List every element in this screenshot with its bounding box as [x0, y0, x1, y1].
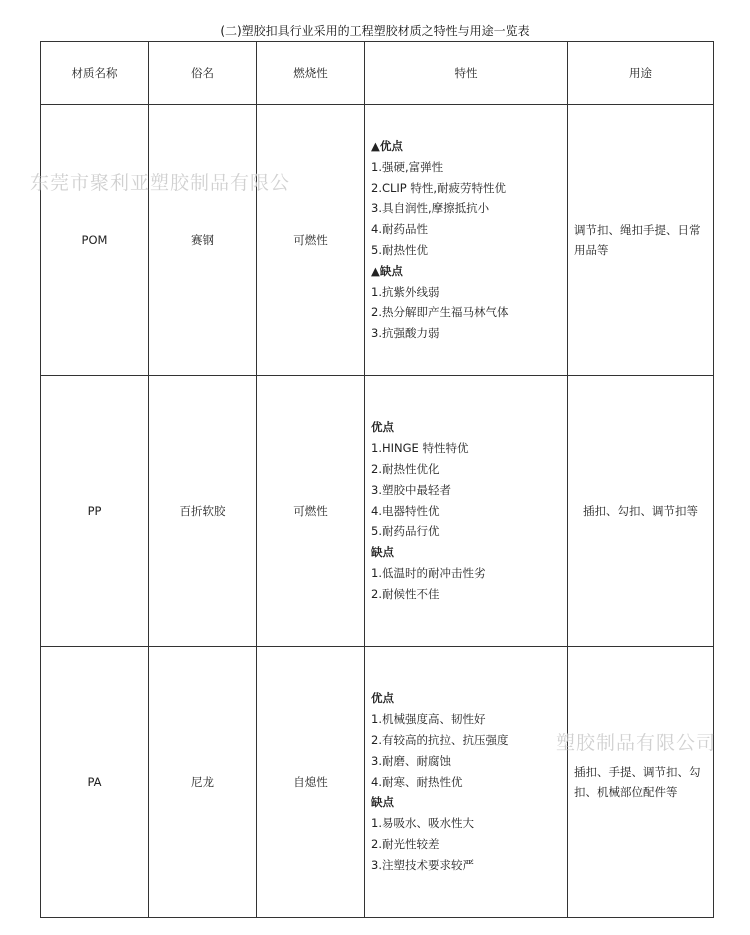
material-cell: PA — [41, 647, 149, 918]
pro-item: 4.电器特性优 — [371, 503, 440, 518]
usage-cell: 插扣、手提、调节扣、勾扣、机械部位配件等 — [568, 647, 714, 918]
common-name-cell: 百折软胶 — [149, 376, 257, 647]
material-cell: POM — [41, 105, 149, 376]
pro-item: 1.机械强度高、韧性好 — [371, 712, 486, 727]
properties-cell — [365, 647, 568, 918]
con-item: 1.易吸水、吸水性大 — [371, 816, 474, 831]
cons-label: 缺点 — [371, 795, 394, 810]
watermark-top: 东莞市聚利亚塑胶制品有限公 — [30, 172, 291, 194]
header-properties: 特性 — [365, 42, 568, 105]
con-item: 2.耐候性不佳 — [371, 586, 440, 601]
material-cell: PP — [41, 376, 149, 647]
pros-label: 优点 — [371, 691, 394, 706]
pro-item: 3.塑胶中最轻者 — [371, 482, 451, 497]
con-item: 1.低温时的耐冲击性劣 — [371, 565, 486, 580]
cons-label: 缺点 — [371, 545, 394, 560]
table-row — [41, 105, 714, 376]
pro-item: 2.CLIP 特性,耐疲劳特性优 — [371, 180, 507, 195]
pro-item: 2.有较高的抗拉、抗压强度 — [371, 733, 509, 747]
header-material: 材质名称 — [41, 42, 149, 105]
header-flammability: 燃烧性 — [257, 42, 365, 105]
flammability-cell: 可燃性 — [257, 376, 365, 647]
usage-cell: 调节扣、绳扣手提、日常用品等 — [568, 105, 714, 376]
usage-cell: 插扣、勾扣、调节扣等 — [568, 376, 714, 647]
cons-label: ▲缺点 — [371, 263, 403, 278]
pro-item: 1.强硬,富弹性 — [371, 159, 444, 174]
table-row — [41, 647, 714, 918]
con-item: 3.注塑技术要求较严 — [371, 857, 474, 872]
materials-table — [40, 41, 717, 918]
con-item: 2.热分解即产生福马林气体 — [371, 305, 509, 320]
con-item: 2.耐光性较差 — [371, 836, 440, 851]
pro-item: 5.耐药品行优 — [371, 524, 440, 539]
con-item: 1.抗紫外线弱 — [371, 284, 440, 299]
pro-item: 3.耐磨、耐腐蚀 — [371, 753, 451, 768]
pro-item: 4.耐寒、耐热性优 — [371, 774, 463, 789]
pros-label: 优点 — [371, 420, 394, 435]
pro-item: 2.耐热性优化 — [371, 462, 440, 476]
table-row — [41, 376, 714, 647]
watermark-bottom: 塑胶制品有限公司 — [556, 732, 717, 754]
pros-label: ▲优点 — [371, 139, 403, 154]
properties-cell — [365, 105, 568, 376]
pro-item: 1.HINGE 特性特优 — [371, 441, 469, 456]
flammability-cell: 自熄性 — [257, 647, 365, 918]
flammability-cell: 可燃性 — [257, 105, 365, 376]
header-common-name: 俗名 — [149, 42, 257, 105]
pro-item: 4.耐药品性 — [371, 222, 428, 237]
common-name-cell: 尼龙 — [149, 647, 257, 918]
properties-cell — [365, 376, 568, 647]
common-name-cell: 赛钢 — [149, 105, 257, 376]
pro-item: 3.具自润性,摩擦抵抗小 — [371, 201, 490, 216]
header-usage: 用途 — [568, 42, 714, 105]
page-title: (二)塑胶扣具行业采用的工程塑胶材质之特性与用途一览表 — [220, 24, 530, 38]
con-item: 3.抗强酸力弱 — [371, 326, 440, 341]
table-header-row — [41, 42, 714, 105]
pro-item: 5.耐热性优 — [371, 243, 428, 257]
